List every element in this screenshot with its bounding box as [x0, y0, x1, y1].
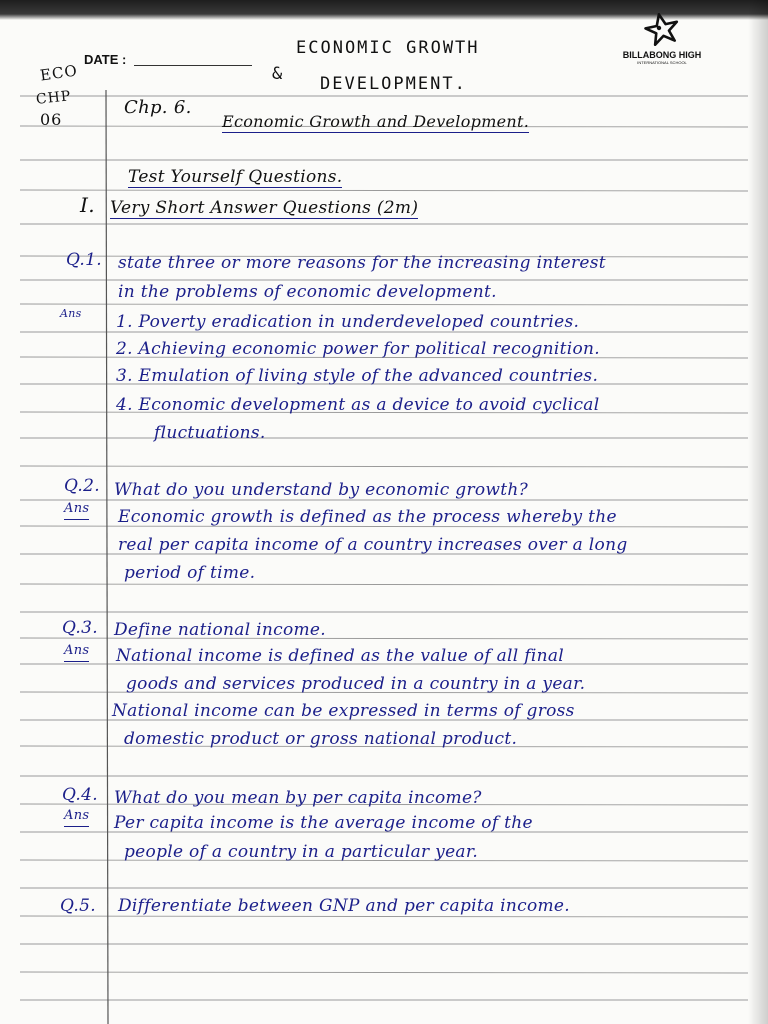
ruled-line [20, 916, 748, 917]
margin-note-eco: ECO [38, 61, 79, 85]
question-number: Q.4. [62, 785, 98, 805]
ruled-line [20, 304, 748, 305]
answer-text: 3. Emulation of living style of the advanced countries. [116, 366, 599, 386]
question-number: Q.1. [66, 250, 102, 270]
ruled-line [20, 584, 748, 585]
margin-note-number: 06 [40, 110, 63, 129]
chapter-label: Chp. 6. [124, 97, 192, 118]
answer-text: 2. Achieving economic power for political recognition. [116, 339, 600, 359]
question-number: Q.3. [62, 618, 98, 638]
question-number: Q.2. [64, 476, 100, 496]
answer-label: Ans [64, 806, 89, 827]
answer-label: Ans [60, 307, 82, 320]
logo-school-subtitle: INTERNATIONAL SCHOOL [637, 60, 687, 65]
star-logo-icon [642, 12, 682, 46]
question-text: state three or more reasons for the increasing interest [118, 253, 606, 273]
answer-text: Per capita income is the average income of the [114, 813, 533, 833]
margin-line [106, 90, 108, 1024]
ruled-line [20, 190, 748, 191]
answer-text: National income can be expressed in terms of gross [112, 701, 575, 721]
answer-text: fluctuations. [154, 423, 266, 443]
answer-text: 1. Poverty eradication in underdeveloped countries. [116, 312, 580, 332]
date-label: DATE : [84, 52, 127, 67]
answer-text: 4. Economic development as a device to avoid cyclical [116, 395, 600, 415]
answer-text: National income is defined as the value of all final [116, 646, 564, 666]
question-number: Q.5. [60, 896, 96, 916]
page-title-line1: ECONOMIC GROWTH [296, 38, 480, 58]
school-logo [622, 12, 702, 65]
title-ampersand: & [272, 64, 285, 84]
question-text: What do you understand by economic growth? [114, 480, 529, 500]
ruled-line [20, 466, 748, 467]
page-title-line2: DEVELOPMENT. [320, 74, 467, 94]
question-text: What do you mean by per capita income? [114, 788, 482, 808]
answer-text: goods and services produced in a country in a year. [126, 674, 586, 694]
question-text: Define national income. [114, 620, 326, 640]
answer-text: period of time. [124, 563, 256, 583]
answer-label: Ans [64, 641, 89, 662]
answer-text: domestic product or gross national product. [124, 729, 518, 749]
margin-note-chp: CHP [35, 88, 73, 108]
answer-text: real per capita income of a country increases over a long [118, 535, 628, 555]
question-text: in the problems of economic development. [118, 282, 497, 302]
question-text: Differentiate between GNP and per capita income. [118, 896, 570, 916]
date-blank-line [134, 65, 252, 66]
section-heading: Test Yourself Questions. [128, 167, 343, 187]
section-numeral: I. [80, 193, 95, 217]
ruled-line [20, 972, 748, 973]
answer-text: people of a country in a particular year. [124, 842, 479, 862]
answer-label: Ans [64, 499, 89, 520]
section-subheading: Very Short Answer Questions (2m) [110, 198, 419, 218]
logo-school-name: BILLABONG HIGH [622, 50, 702, 60]
chapter-title: Economic Growth and Development. [222, 112, 530, 131]
answer-text: Economic growth is defined as the process whereby the [118, 507, 617, 527]
